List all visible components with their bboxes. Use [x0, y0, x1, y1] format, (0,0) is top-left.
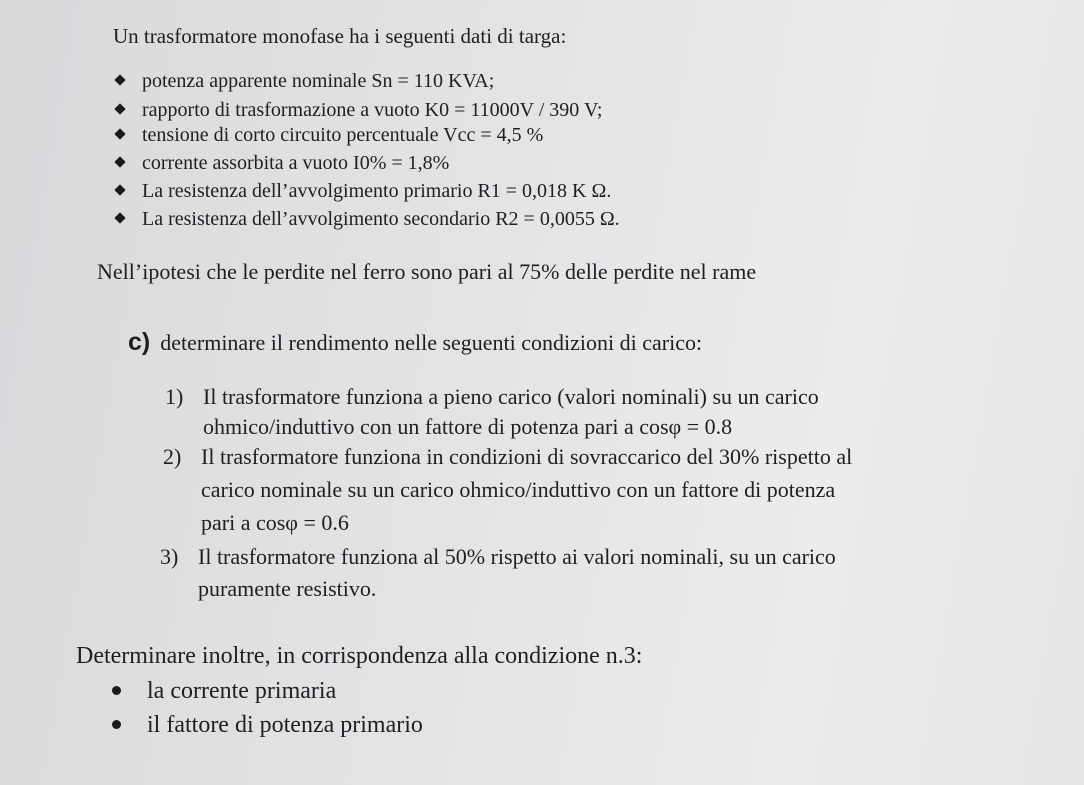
determine-bullet-text: la corrente primaria — [147, 678, 337, 704]
spec-text: La resistenza dell’avvolgimento secondario R2 = 0,0055 Ω. — [142, 208, 620, 230]
condition-line: puramente resistivo. — [198, 576, 377, 601]
condition-line: ohmico/induttivo con un fattore di potenza pari a cosφ = 0.8 — [203, 414, 733, 439]
spec-item — [116, 208, 620, 231]
spec-text: tensione di corto circuito percentuale Vcc = 4,5 % — [142, 124, 544, 146]
spec-item — [116, 124, 543, 147]
spec-item — [116, 70, 494, 93]
condition-line: pari a cosφ = 0.6 — [201, 510, 349, 535]
diamond-bullet-icon — [114, 104, 125, 115]
spec-item — [116, 99, 602, 122]
diamond-bullet-icon — [114, 185, 125, 196]
determine-heading: Determinare inoltre, in corrispondenza alla condizione n.3: — [76, 643, 643, 669]
spec-item — [116, 152, 449, 175]
spec-text: potenza apparente nominale Sn = 110 KVA; — [142, 70, 495, 92]
condition-line: carico nominale su un carico ohmico/induttivo con un fattore di potenza — [201, 477, 836, 502]
condition-item — [165, 384, 819, 410]
condition-line: Il trasformatore funziona a pieno carico (valori nominali) su un carico — [203, 384, 819, 409]
hypothesis-text: Nell’ipotesi che le perdite nel ferro sono pari al 75% delle perdite nel rame — [97, 259, 757, 284]
condition-item — [160, 544, 836, 570]
spec-item — [116, 180, 611, 203]
condition-line: Il trasformatore funziona al 50% rispetto ai valori nominali, su un carico — [198, 544, 836, 569]
round-bullet-icon — [112, 720, 121, 729]
condition-item — [163, 444, 852, 470]
spec-text: La resistenza dell’avvolgimento primario R1 = 0,018 K Ω. — [142, 180, 612, 202]
condition-line: Il trasformatore funziona in condizioni di sovraccarico del 30% rispetto al — [201, 444, 853, 469]
section-c-text: determinare il rendimento nelle seguenti condizioni di carico: — [160, 330, 703, 355]
section-c-letter: c) — [128, 328, 151, 356]
determine-bullet-text: il fattore di potenza primario — [147, 712, 423, 738]
condition-number: 1) — [165, 384, 184, 409]
diamond-bullet-icon — [114, 129, 125, 140]
determine-bullet — [112, 678, 336, 705]
spec-text: corrente assorbita a vuoto I0% = 1,8% — [142, 152, 450, 174]
condition-number: 2) — [163, 444, 182, 469]
diamond-bullet-icon — [114, 213, 125, 224]
diamond-bullet-icon — [114, 75, 125, 86]
diamond-bullet-icon — [114, 157, 125, 168]
section-c-heading — [128, 328, 702, 357]
intro-text: Un trasformatore monofase ha i seguenti dati di targa: — [113, 24, 567, 48]
spec-text: rapporto di trasformazione a vuoto K0 = 11000V / 390 V; — [142, 99, 603, 121]
round-bullet-icon — [112, 686, 121, 695]
determine-bullet — [112, 712, 423, 739]
condition-number: 3) — [160, 544, 179, 569]
